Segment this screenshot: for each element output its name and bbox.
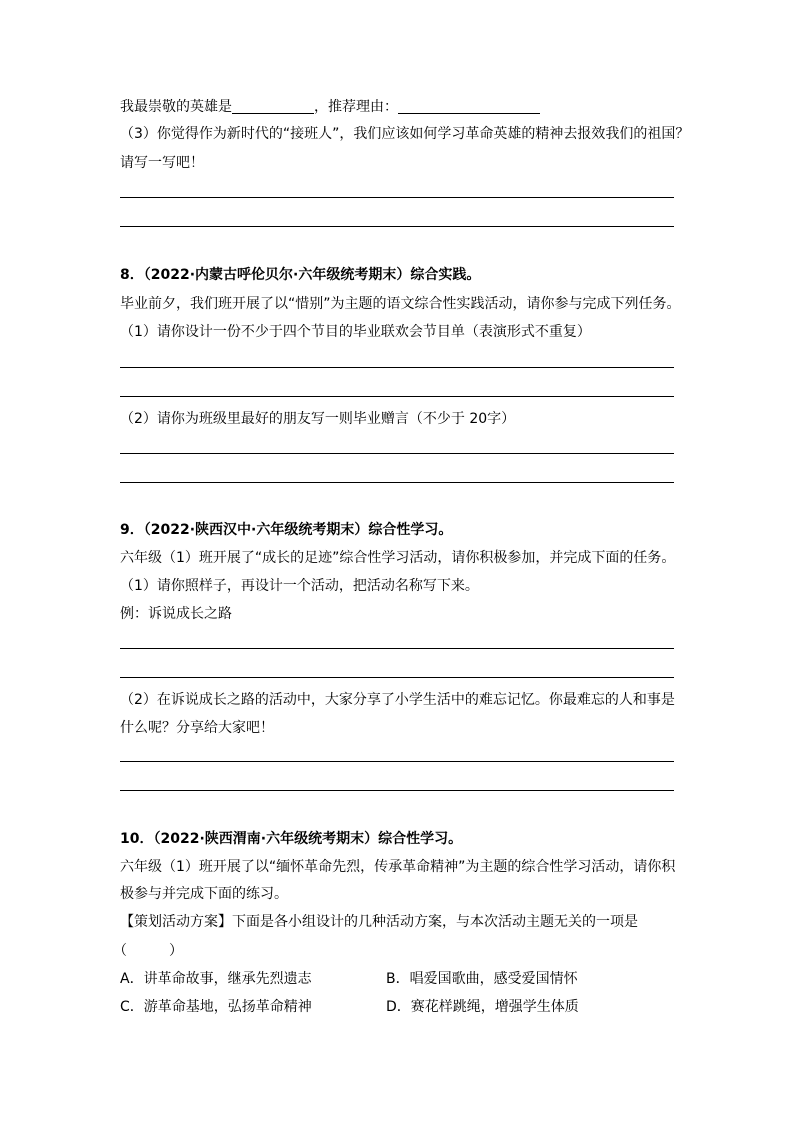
q9-example: 例：诉说成长之路 bbox=[120, 606, 232, 622]
q7-part3-line1: （3）你觉得作为新时代的“接班人”，我们应该如何学习革命英雄的精神去报效我们的祖国？ bbox=[120, 126, 690, 142]
q7-part3-line2: 请写一写吧！ bbox=[120, 155, 204, 171]
q9-title: 9．（2022·陕西汉中·六年级统考期末）综合性学习。 bbox=[120, 522, 453, 538]
q10-intro-line1: 六年级（1）班开展了以“缅怀革命先烈，传承革命精神”为主题的综合性学习活动，请你积 bbox=[120, 859, 676, 875]
answer-line[interactable] bbox=[120, 482, 674, 483]
hero-answer-blank[interactable] bbox=[232, 113, 314, 114]
q8-intro: 毕业前夕，我们班开展了以“惜别”为主题的语文综合性实践活动，请你参与完成下列任务。 bbox=[120, 296, 681, 312]
reason-label: ，推荐理由： bbox=[314, 99, 398, 115]
option-a[interactable]: A．讲革命故事，继承先烈遗志 bbox=[120, 971, 312, 987]
reason-answer-blank[interactable] bbox=[398, 113, 540, 114]
answer-line[interactable] bbox=[120, 761, 674, 762]
option-d[interactable]: D．赛花样跳绳，增强学生体质 bbox=[386, 999, 579, 1015]
option-c[interactable]: C．游革命基地，弘扬革命精神 bbox=[120, 999, 312, 1015]
q9-intro: 六年级（1）班开展了“成长的足迹”综合性学习活动，请你积极参加，并完成下面的任务。 bbox=[120, 550, 676, 566]
q10-intro-line2: 极参与并完成下面的练习。 bbox=[120, 886, 288, 902]
answer-line[interactable] bbox=[120, 677, 674, 678]
answer-line[interactable] bbox=[120, 367, 674, 368]
q9-part2-line2: 什么呢？分享给大家吧！ bbox=[120, 720, 274, 736]
answer-line[interactable] bbox=[120, 453, 674, 454]
answer-line[interactable] bbox=[120, 648, 674, 649]
answer-parentheses[interactable]: （ ） bbox=[113, 943, 183, 959]
q10-plan-prompt: 【策划活动方案】下面是各小组设计的几种活动方案，与本次活动主题无关的一项是 bbox=[120, 914, 638, 930]
answer-line[interactable] bbox=[120, 197, 674, 198]
q8-title: 8．（2022·内蒙古呼伦贝尔·六年级统考期末）综合实践。 bbox=[120, 267, 481, 283]
q10-title: 10．（2022·陕西渭南·六年级统考期末）综合性学习。 bbox=[120, 831, 463, 847]
answer-line[interactable] bbox=[120, 396, 674, 397]
hero-prompt-text: 我最崇敬的英雄是 bbox=[120, 99, 232, 115]
q9-part2-line1: （2）在诉说成长之路的活动中，大家分享了小学生活中的难忘记忆。你最难忘的人和事是 bbox=[120, 692, 675, 708]
option-b[interactable]: B．唱爱国歌曲，感受爱国情怀 bbox=[386, 971, 578, 987]
answer-line[interactable] bbox=[120, 790, 674, 791]
q8-part1: （1）请你设计一份不少于四个节目的毕业联欢会节目单（表演形式不重复） bbox=[120, 324, 591, 340]
answer-line[interactable] bbox=[120, 226, 674, 227]
q8-part2: （2）请你为班级里最好的朋友写一则毕业赠言（不少于 20字） bbox=[120, 411, 516, 427]
q9-part1: （1）请你照样子，再设计一个活动，把活动名称写下来。 bbox=[120, 578, 479, 594]
